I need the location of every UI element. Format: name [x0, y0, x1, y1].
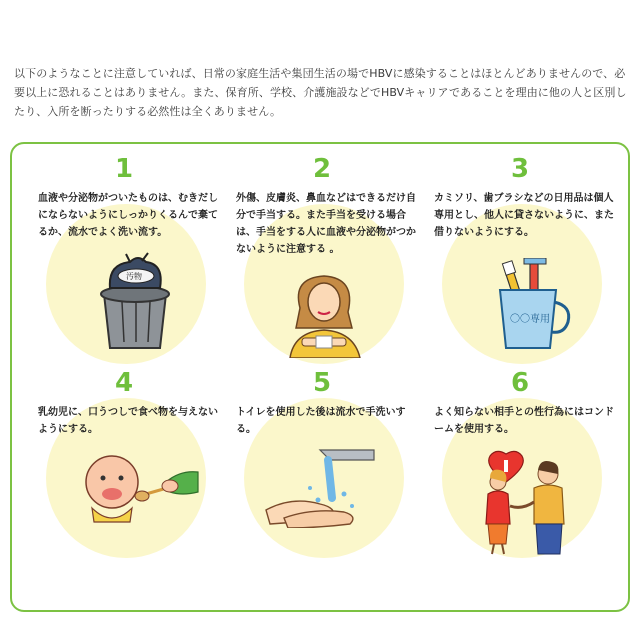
- item-number: 6: [510, 368, 530, 398]
- precaution-item-5: [222, 368, 422, 588]
- item-number: 1: [114, 154, 134, 184]
- precautions-panel: [10, 142, 630, 612]
- precaution-item-1: [24, 154, 224, 374]
- item-text: 血液や分泌物がついたものは、むきだしにならないようにしっかりくるんで棄てるか、流水でよく洗い流す。: [38, 193, 218, 238]
- hand-washing-icon: [262, 448, 392, 528]
- intro-paragraph: 以下のようなことに注意していれば、日常の家庭生活や集団生活の場でHBVに感染することはほとんどありませんので、必要以上に恐れることはありません。また、保育所、学校、介護施設などでHBVキャリアであることを理由に他の人と区別したり、入所を断ったりする必然性は全くありません。: [14, 67, 627, 118]
- item-number: 2: [312, 154, 332, 184]
- precaution-item-6: [420, 368, 620, 588]
- item-text: トイレを使用した後は流水で手洗いする。: [236, 407, 406, 435]
- item-text: カミソリ、歯ブラシなどの日用品は個人専用とし、他人に貸さないように、また借りないようにする。: [434, 193, 614, 238]
- bag-label: 汚物: [126, 272, 142, 281]
- item-text: よく知らない相手との性行為にはコンドームを使用する。: [434, 407, 614, 435]
- precaution-item-2: [222, 154, 422, 374]
- trash-can-icon: [90, 252, 180, 352]
- item-text: 乳幼児に、口うつしで食べ物を与えないようにする。: [38, 407, 218, 435]
- item-number: 5: [312, 368, 332, 398]
- woman-bandaging-icon: [282, 268, 372, 358]
- couple-heart-icon: [478, 444, 578, 556]
- item-number: 4: [114, 368, 134, 398]
- precaution-item-3: [420, 154, 620, 374]
- precaution-item-4: [24, 368, 224, 588]
- item-text: 外傷、皮膚炎、鼻血などはできるだけ自分で手当する。また手当を受ける場合は、手当をする人に血液や分泌物がつかないように注意する 。: [236, 193, 416, 255]
- cup-label: 〇〇専用: [510, 314, 550, 325]
- baby-feeding-icon: [70, 448, 200, 528]
- item-number: 3: [510, 154, 530, 184]
- personal-cup-icon: [486, 258, 576, 350]
